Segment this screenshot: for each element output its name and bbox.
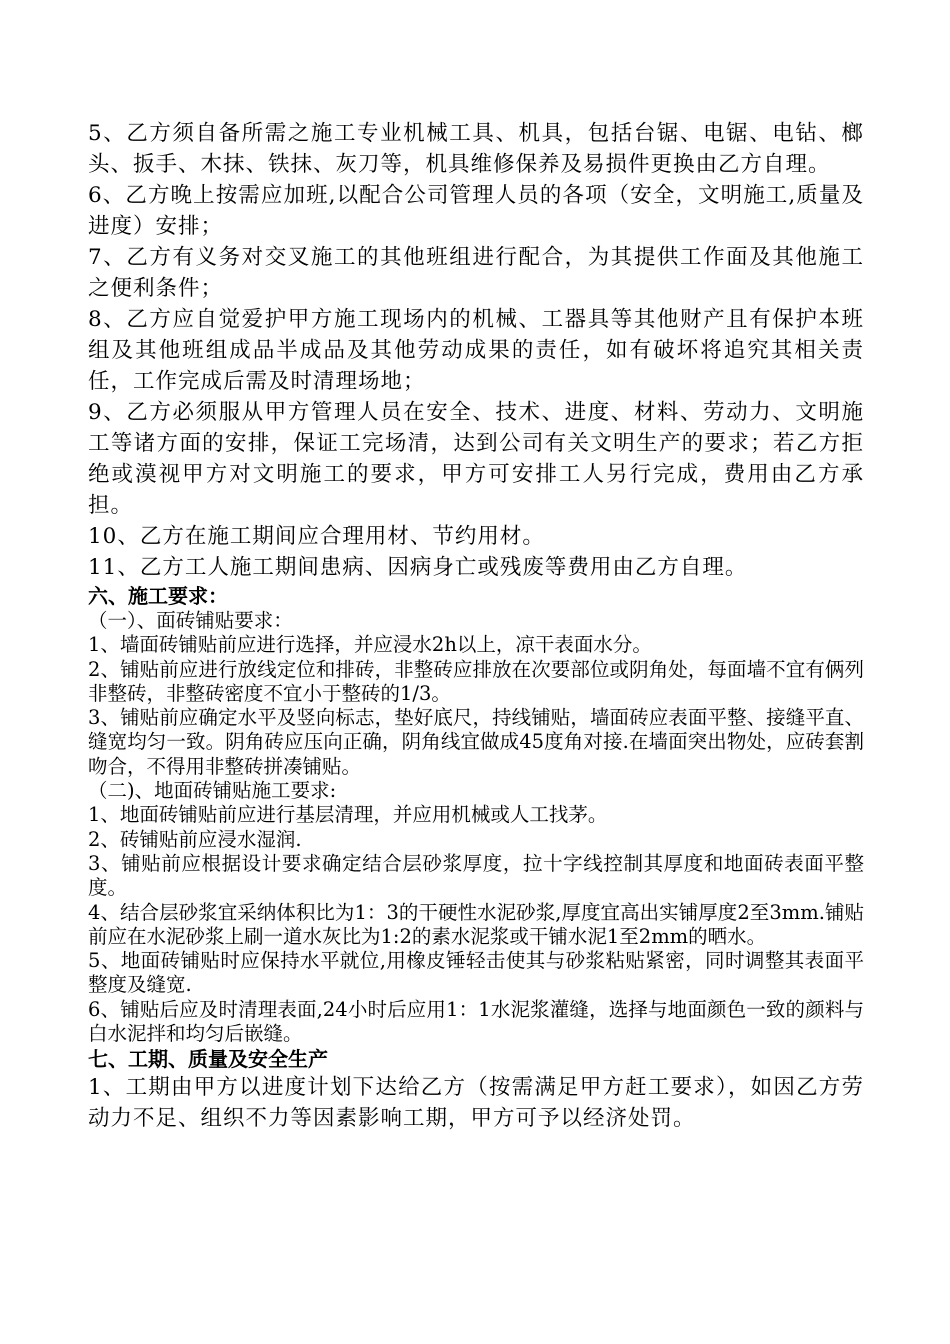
- section-6-heading: 六、施工要求：: [88, 584, 228, 608]
- subsection-2-title: （二)、地面砖铺贴施工要求:: [88, 779, 337, 803]
- clause-7: 7、乙方有义务对交叉施工的其他班组进行配合，为其提供工作面及其他施工之便利条件；: [88, 245, 864, 301]
- clause-6: 6、乙方晚上按需应加班,以配合公司管理人员的各项（安全，文明施工,质量及进度）安排；: [88, 183, 864, 239]
- document-body: [88, 118, 864, 1134]
- wall-tile-item-3: 3、铺贴前应确定水平及竖向标志，垫好底尺，持线铺贴，墙面砖应表面平整、接缝平直、缝宽均匀一致。阴角砖应压向正确，阴角线宜做成45度角对接.在墙面突出物处，应砖套割吻合，不得用非整砖拼凑铺贴。: [88, 706, 864, 778]
- clause-5: 5、乙方须自备所需之施工专业机械工具、机具，包括台锯、电锯、电钻、榔头、扳手、木抹、铁抹、灰刀等，机具维修保养及易损件更换由乙方自理。: [88, 121, 864, 177]
- subsection-1-title: （一）、面砖铺贴要求：: [88, 609, 293, 632]
- clause-11: 11、乙方工人施工期间患病、因病身亡或残废等费用由乙方自理。: [88, 555, 748, 580]
- clause-9: 9、乙方必须服从甲方管理人员在安全、技术、进度、材料、劳动力、文明施工等诸方面的安排，保证工完场清，达到公司有关文明生产的要求；若乙方拒绝或漠视甲方对文明施工的要求，甲方可安排工人另行完成，费用由乙方承担。: [88, 400, 864, 518]
- floor-tile-item-1: 1、地面砖铺贴前应进行基层清理，并应用机械或人工找茅。: [88, 803, 608, 827]
- clause-8: 8、乙方应自觉爱护甲方施工现场内的机械、工器具等其他财产且有保护本班组及其他班组成品半成品及其他劳动成果的责任，如有破坏将追究其相关责任，工作完成后需及时清理场地；: [88, 307, 864, 394]
- floor-tile-item-4: 4、结合层砂浆宜采纳体积比为1：3的干硬性水泥砂浆,厚度宜高出实铺厚度2至3mm.铺贴前应在水泥砂浆上刷一道水灰比为1:2的素水泥浆或干铺水泥1至2mm的晒水。: [88, 900, 864, 948]
- wall-tile-item-2: 2、铺贴前应进行放线定位和排砖，非整砖应排放在次要部位或阴角处，每面墙不宜有俩列非整砖，非整砖密度不宜小于整砖的1/3。: [88, 657, 864, 705]
- schedule-item-1: 1、工期由甲方以进度计划下达给乙方（按需满足甲方赶工要求），如因乙方劳动力不足、组织不力等因素影响工期，甲方可予以经济处罚。: [88, 1075, 864, 1132]
- floor-tile-item-6: 6、铺贴后应及时清理表面,24小时后应用1：1水泥浆灌缝，选择与地面颜色一致的颜料与白水泥拌和均匀后嵌缝。: [88, 997, 864, 1046]
- floor-tile-item-5: 5、地面砖铺贴时应保持水平就位,用橡皮锤轻击使其与砂浆粘贴紧密，同时调整其表面平整度及缝宽.: [88, 949, 864, 997]
- clause-10: 10、乙方在施工期间应合理用材、节约用材。: [88, 524, 545, 549]
- wall-tile-item-1: 1、墙面砖铺贴前应进行选择，并应浸水2h以上，凉干表面水分。: [88, 633, 652, 657]
- section-7-heading: 七、工期、质量及安全生产: [88, 1047, 328, 1072]
- floor-tile-item-3: 3、铺贴前应根据设计要求确定结合层砂浆厚度，拉十字线控制其厚度和地面砖表面平整度。: [88, 851, 864, 900]
- floor-tile-item-2: 2、砖铺贴前应浸水湿润.: [88, 827, 302, 851]
